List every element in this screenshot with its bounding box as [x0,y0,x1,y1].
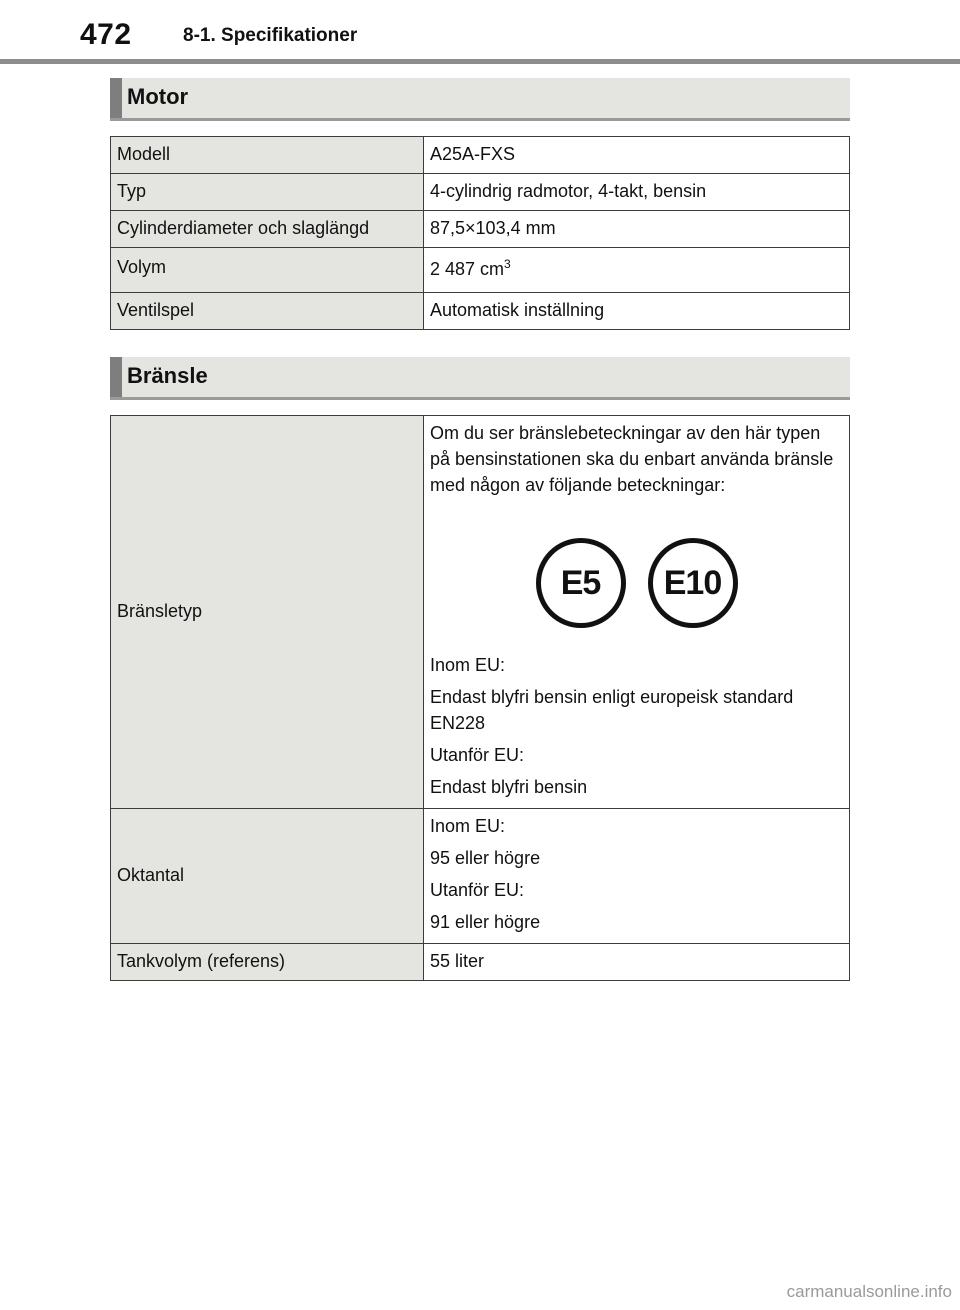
octane-eu-text: 95 eller högre [430,848,541,868]
volume-value: 2 487 cm [430,259,505,279]
watermark: carmanualsonline.info [786,1282,952,1301]
fuel-type-noneu-heading: Utanför EU: [430,745,525,765]
fuel-spec-table [110,415,850,981]
chapter-title: 8-1. Specifikationer [183,25,358,46]
header-divider [0,59,960,64]
table-row [111,248,850,293]
row-value: 87,5×103,4 mm [424,211,850,248]
row-label: Cylinderdiameter och slaglängd [111,211,424,248]
section-title: Motor [127,84,189,109]
motor-spec-table [110,136,850,330]
row-label: Ventilspel [111,293,424,330]
section-heading-fuel [110,357,850,400]
fuel-type-noneu-text: Endast blyfri bensin [430,777,588,797]
e5-fuel-label-icon: E5 [536,538,626,628]
row-label: Tankvolym (referens) [111,944,424,981]
octane-eu-heading: Inom EU: [430,816,506,836]
page-number: 472 [80,18,132,51]
row-label: Volym [111,248,424,293]
table-row [111,944,850,981]
volume-unit-exponent: 3 [504,257,511,271]
row-value [424,809,850,944]
table-row [111,293,850,330]
fuel-type-eu-heading: Inom EU: [430,655,506,675]
row-label: Bränsletyp [111,416,424,809]
table-row [111,416,850,809]
octane-noneu-text: 91 eller högre [430,912,541,932]
section-heading-motor [110,78,850,121]
page-header [0,0,960,64]
e10-fuel-label-icon: E10 [648,538,738,628]
row-value: A25A-FXS [424,137,850,174]
table-row [111,137,850,174]
row-label: Typ [111,174,424,211]
row-label: Oktantal [111,809,424,944]
table-row [111,809,850,944]
row-label: Modell [111,137,424,174]
row-value [424,248,850,293]
section-marker [110,357,122,397]
section-title: Bränsle [127,363,208,388]
octane-noneu-heading: Utanför EU: [430,880,525,900]
table-row [111,174,850,211]
table-row [111,211,850,248]
fuel-type-intro: Om du ser bränslebeteckningar av den här typen på bensinstationen ska du enbart använda bränsle med någon av följande beteckningar: [430,423,834,495]
section-marker [110,78,122,118]
row-value [424,416,850,809]
row-value: Automatisk inställning [424,293,850,330]
row-value: 4-cylindrig radmotor, 4-takt, bensin [424,174,850,211]
fuel-badges [430,538,843,628]
row-value: 55 liter [424,944,850,981]
fuel-type-eu-text: Endast blyfri bensin enligt europeisk standard EN228 [430,687,794,733]
